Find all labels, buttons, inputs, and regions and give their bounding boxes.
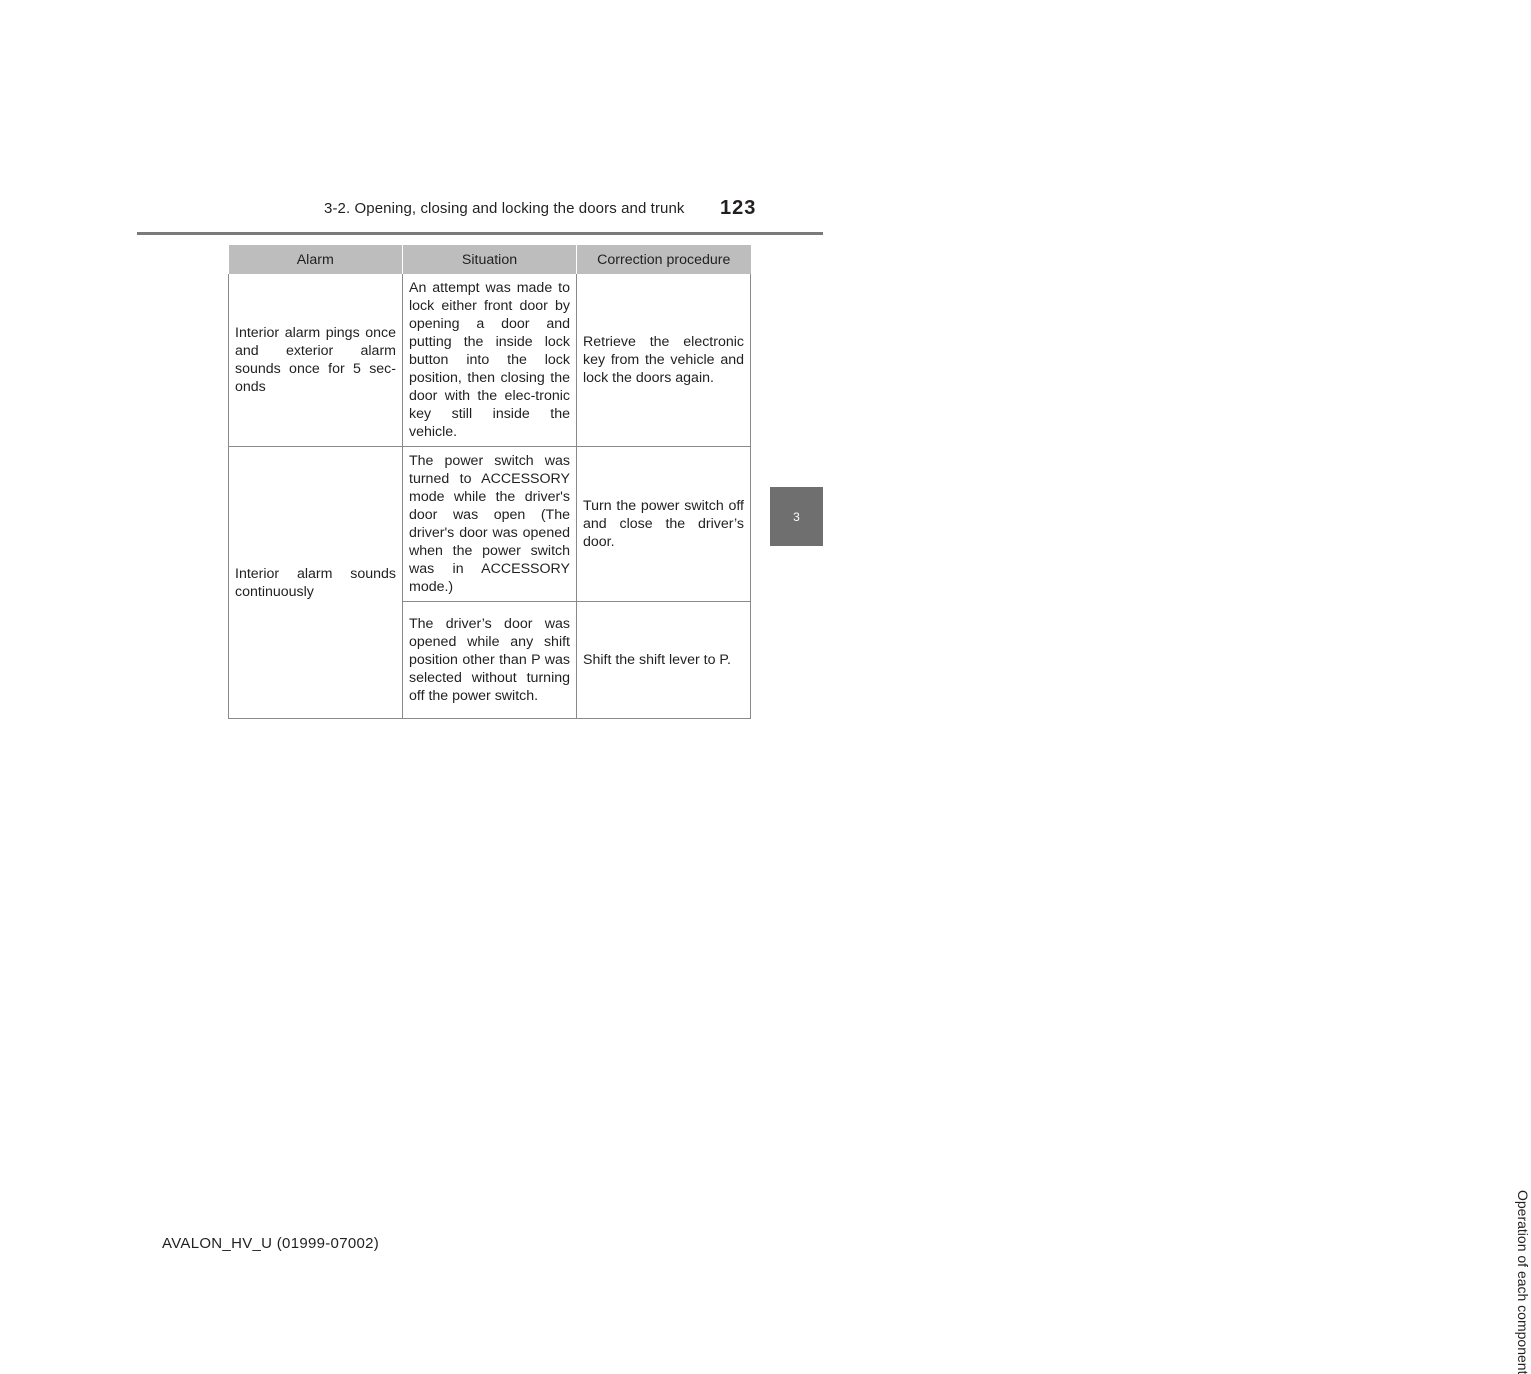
- situation-cell: An attempt was made to lock either front door by opening a door and putting the inside lock button into the lock position, then closing the door with the elec-tronic key still inside the vehicle.: [403, 274, 577, 447]
- chapter-tab: [770, 487, 823, 546]
- alarm-table: [228, 245, 751, 719]
- chapter-number: 3: [793, 509, 800, 524]
- situation-cell: The driver’s door was opened while any shift position other than P was selected without turning off the power switch.: [403, 602, 577, 719]
- page-number: 123: [720, 197, 757, 219]
- table-row: [229, 447, 751, 602]
- correction-cell: Shift the shift lever to P.: [577, 602, 751, 719]
- chapter-label: Operation of each component: [1515, 1190, 1531, 1374]
- column-header-correction: Correction procedure: [577, 245, 751, 274]
- table-row: [229, 274, 751, 447]
- situation-cell: The power switch was turned to ACCESSORY mode while the driver's door was open (The driver's door was opened when the power switch was in ACCESSORY mode.): [403, 447, 577, 602]
- table-header-row: [229, 245, 751, 274]
- header-divider: [137, 232, 823, 235]
- alarm-cell: Interior alarm sounds continuously: [229, 447, 403, 719]
- column-header-alarm: Alarm: [229, 245, 403, 274]
- document-id: AVALON_HV_U (01999-07002): [162, 1235, 380, 1252]
- correction-cell: Turn the power switch off and close the driver’s door.: [577, 447, 751, 602]
- column-header-situation: Situation: [403, 245, 577, 274]
- section-title: 3-2. Opening, closing and locking the doors and trunk: [324, 200, 685, 217]
- correction-cell: Retrieve the electronic key from the vehicle and lock the doors again.: [577, 274, 751, 447]
- alarm-cell: Interior alarm pings once and exterior alarm sounds once for 5 sec-onds: [229, 274, 403, 447]
